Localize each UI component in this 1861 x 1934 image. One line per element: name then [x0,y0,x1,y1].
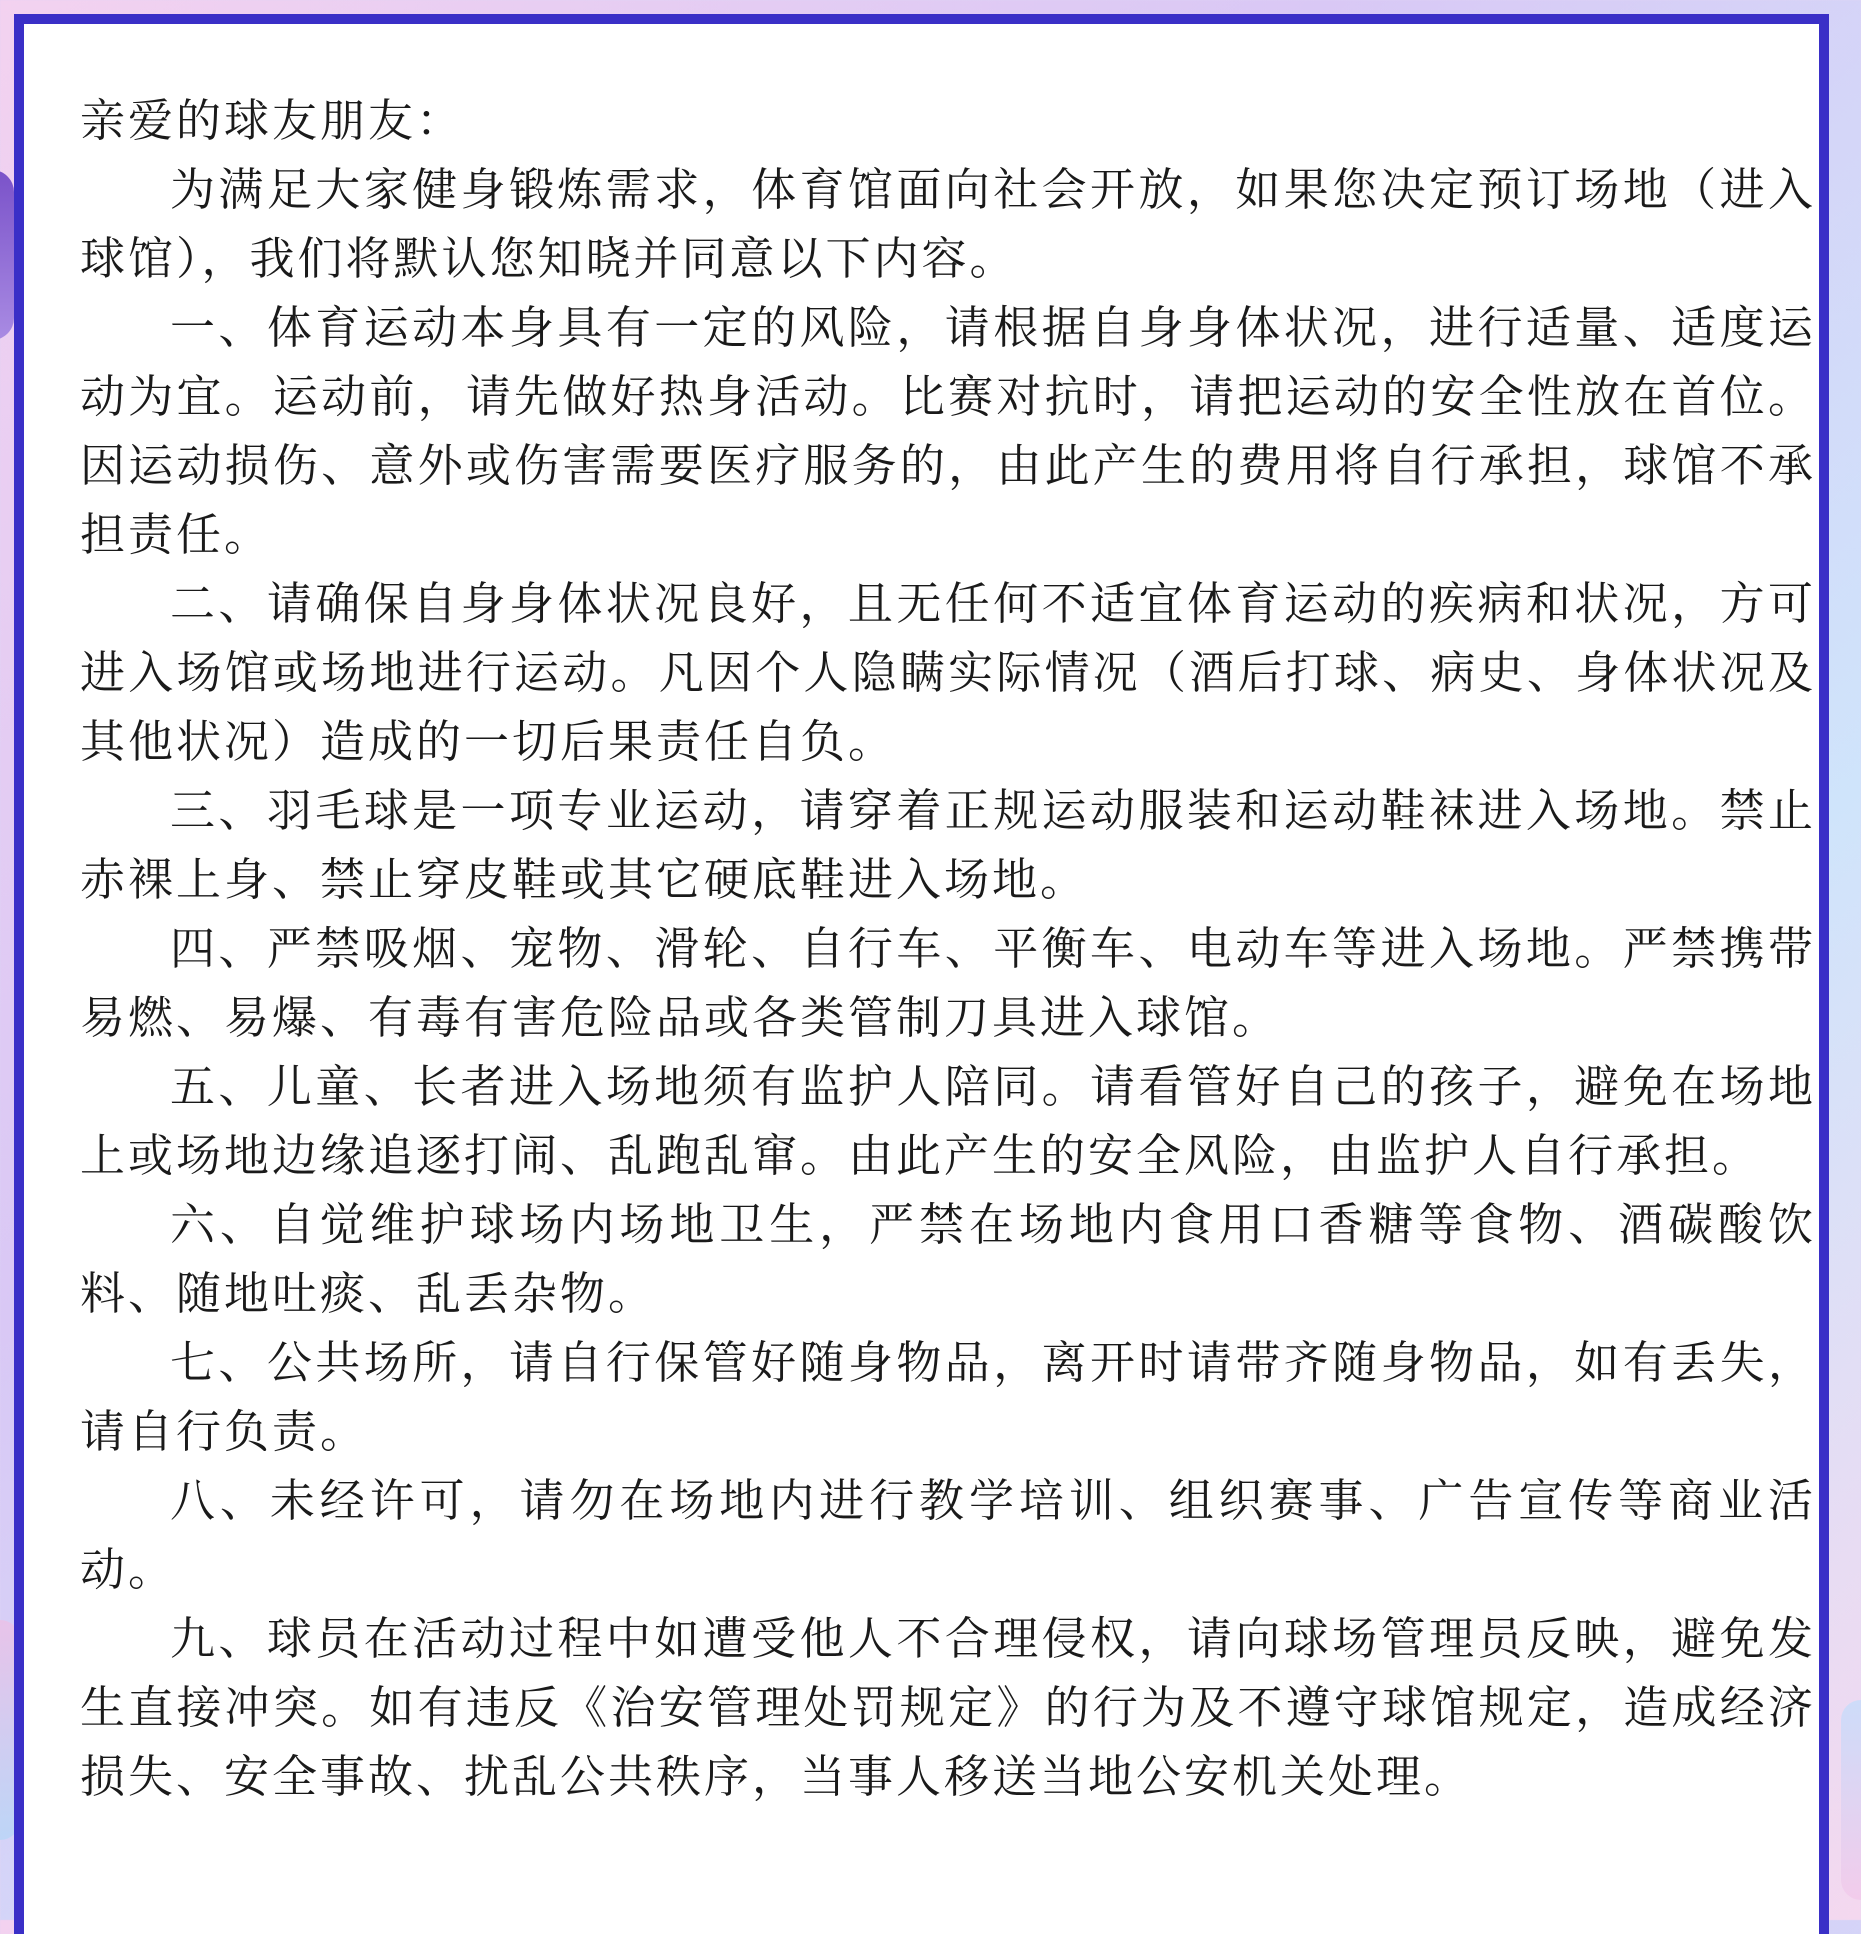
rule-8: 八、未经许可，请勿在场地内进行教学培训、组织赛事、广告宣传等商业活动。 [80,1474,1816,1596]
rule-5: 五、儿童、长者进入场地须有监护人陪同。请看管好自己的孩子，避免在场地上或场地边缘追逐打闹、乱跑乱窜。由此产生的安全风险，由监护人自行承担。 [80,1060,1816,1182]
rule-6: 六、自觉维护球场内场地卫生，严禁在场地内食用口香糖等食物、酒碳酸饮料、随地吐痰、乱丢杂物。 [80,1198,1816,1320]
notice-panel [14,14,1829,1934]
background-decoration [0,170,14,340]
rule-1: 一、体育运动本身具有一定的风险，请根据自身身体状况，进行适量、适度运动为宜。运动前，请先做好热身活动。比赛对抗时，请把运动的安全性放在首位。因运动损伤、意外或伤害需要医疗服务的，由此产生的费用将自行承担，球馆不承担责任。 [80,301,1816,561]
rule-7: 七、公共场所，请自行保管好随身物品，离开时请带齐随身物品，如有丢失，请自行负责。 [80,1336,1816,1458]
background-decoration [1841,1700,1861,1900]
greeting: 亲爱的球友朋友： [80,94,465,147]
rule-9: 九、球员在活动过程中如遭受他人不合理侵权，请向球场管理员反映，避免发生直接冲突。如有违反《治安管理处罚规定》的行为及不遵守球馆规定，造成经济损失、安全事故、扰乱公共秩序，当事人移送当地公安机关处理。 [80,1612,1816,1803]
intro-paragraph: 为满足大家健身锻炼需求，体育馆面向社会开放，如果您决定预订场地（进入球馆），我们将默认您知晓并同意以下内容。 [80,163,1816,285]
notice-body [80,86,1816,1811]
rule-4: 四、严禁吸烟、宠物、滑轮、自行车、平衡车、电动车等进入场地。严禁携带易燃、易爆、有毒有害危险品或各类管制刀具进入球馆。 [80,922,1816,1044]
rule-3: 三、羽毛球是一项专业运动，请穿着正规运动服装和运动鞋袜进入场地。禁止赤裸上身、禁止穿皮鞋或其它硬底鞋进入场地。 [80,784,1816,906]
rule-2: 二、请确保自身身体状况良好，且无任何不适宜体育运动的疾病和状况，方可进入场馆或场地进行运动。凡因个人隐瞒实际情况（酒后打球、病史、身体状况及其他状况）造成的一切后果责任自负。 [80,577,1816,768]
